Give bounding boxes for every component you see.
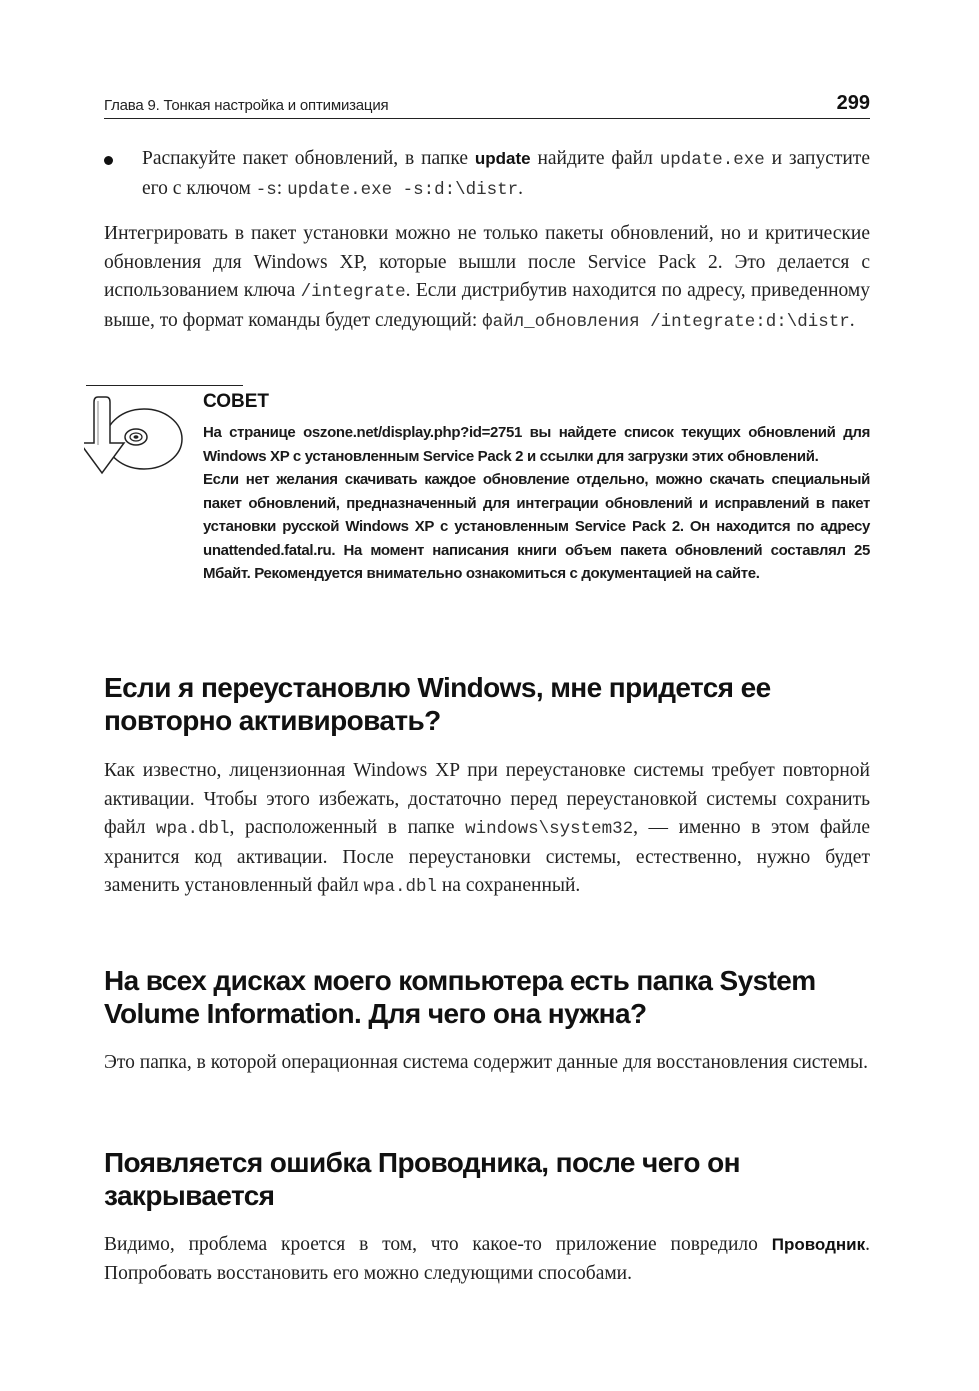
code-filename: update.exe <box>659 150 765 170</box>
paragraph-integrate: Интегрировать в пакет установки можно не только пакеты обновлений, но и критические обновления для Windows XP, которые вышли после Service Pack 2. Это делается с использованием ключа /integrate. Если дистрибутив находится по адресу, приведенному выше, то формат команды будет следующий: файл_обновления /integrate:d:\distr. <box>104 223 870 332</box>
code-command: update.exe -s:d:\distr <box>287 179 519 200</box>
section-paragraph: Это папка, в которой операционная система содержит данные для восстановления системы. <box>104 1052 868 1073</box>
folder-name: update <box>474 149 531 168</box>
tip-box <box>86 385 870 635</box>
code-filename: wpa.dbl <box>363 877 437 897</box>
code-path: windows\system32 <box>465 819 634 839</box>
bullet-text: Распакуйте пакет обновлений, в папке update найдите файл update.exe и запустите его с ключом -s: update.exe -s:d:\distr. <box>142 148 870 200</box>
section-heading: Появляется ошибка Проводника, после чего он закрывается <box>104 1147 740 1211</box>
tip-divider <box>86 385 243 386</box>
section-heading: Если я переустановлю Windows, мне придется ее повторно активировать? <box>104 672 771 736</box>
chapter-title: Глава 9. Тонкая настройка и оптимизация <box>104 97 389 114</box>
tip-body <box>203 421 870 586</box>
section-paragraph: Как известно, лицензионная Windows XP при переустановке системы требует повторной активации. Чтобы этого избежать, достаточно перед переустановкой системы сохранить файл wpa.dbl, расположенный в папке windows\system32, — именно в этом файле хранится код активации. После переустановки системы, естественно, нужно будет заменить установленный файл wpa.dbl на сохраненный. <box>104 760 870 897</box>
section-heading: На всех дисках моего компьютера есть папка System Volume Information. Для чего она нужна? <box>104 965 816 1029</box>
cd-download-icon <box>84 395 184 475</box>
code-command: файл_обновления /integrate:d:\distr <box>482 311 850 332</box>
tip-paragraph: Если нет желания скачивать каждое обновление отдельно, можно скачать специальный пакет обновлений, предназначенный для интеграции обновлений и исправлений в пакет установки русской Windows XP с установленным Service Pack 2. Он находится по адресу unattended.fatal.ru. На момент написания книги объем пакета обновлений составлял 25 Мбайт. Рекомендуется внимательно ознакомиться с документацией на сайте. <box>203 471 870 582</box>
page-number: 299 <box>836 92 870 114</box>
tip-paragraph: На странице oszone.net/display.php?id=2751 вы найдете список текущих обновлений для Windows XP с установленным Service Pack 2 и ссылки для загрузки этих обновлений. <box>203 424 870 465</box>
running-head <box>104 93 870 119</box>
bullet-list-item <box>104 145 870 204</box>
bullet-icon <box>104 156 113 165</box>
section-paragraph: Видимо, проблема кроется в том, что какое-то приложение повредило Проводник. Попробовать восстановить его можно следующими способами. <box>104 1234 870 1284</box>
tip-title: СОВЕТ <box>203 391 270 412</box>
code-switch: -s <box>255 179 277 200</box>
app-name: Проводник <box>771 1235 866 1254</box>
code-switch: /integrate <box>300 282 406 302</box>
code-filename: wpa.dbl <box>156 819 230 839</box>
